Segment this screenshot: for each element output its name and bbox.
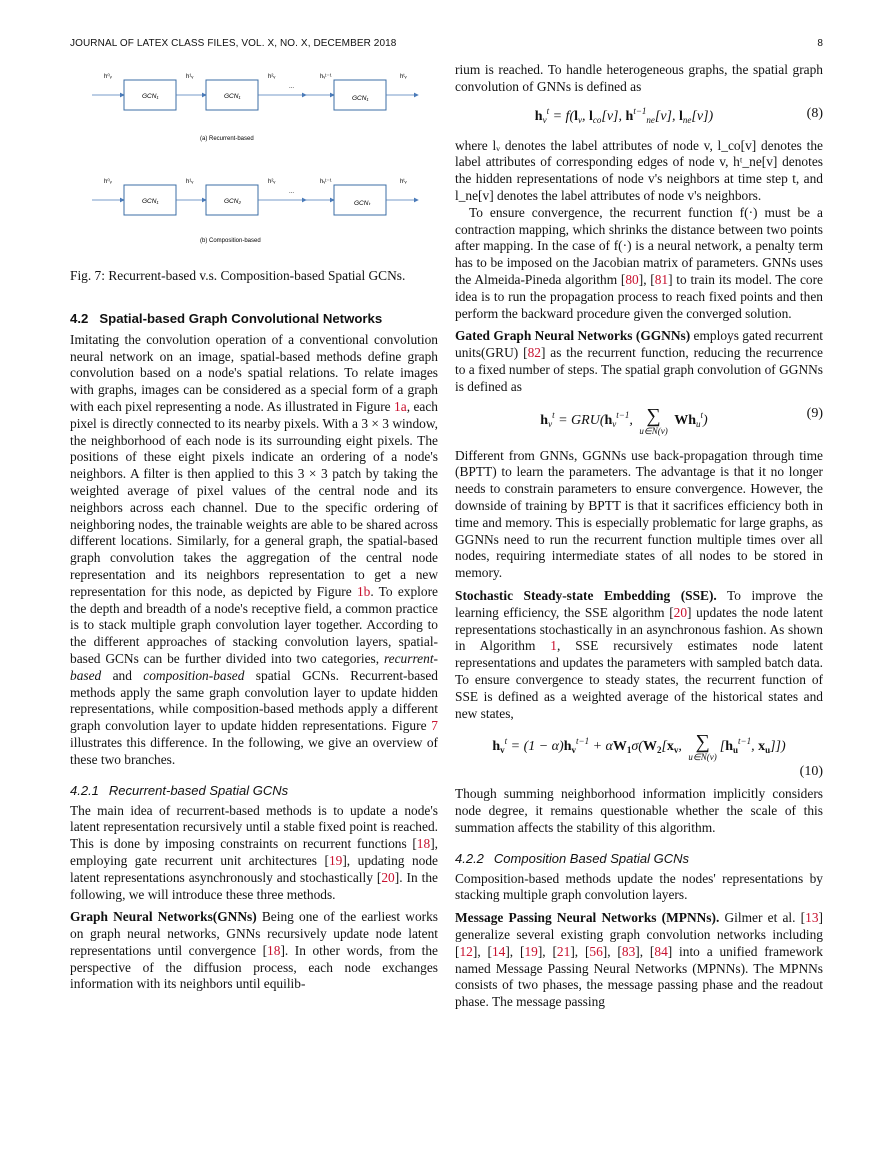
citation-link[interactable]: 14 — [491, 943, 506, 959]
recurrent-sub-label: (a) Recurrent-based — [200, 136, 254, 142]
dots-label: ... — [289, 189, 295, 195]
citation-link[interactable]: 21 — [556, 943, 571, 959]
citation-link[interactable]: 80 — [625, 271, 639, 287]
left-column — [70, 62, 438, 993]
subsection-number: 4.2.1 — [70, 782, 99, 798]
gcn-box-label: GCN₂ — [224, 198, 241, 205]
figure-7 — [70, 62, 438, 252]
h1-label: h¹ᵥ — [186, 74, 194, 80]
htm1-label: hᵥᵗ⁻¹ — [320, 74, 332, 80]
gcn-box-label: GCNₜ — [354, 200, 371, 207]
paragraph: Different from GNNs, GGNNs use back-propagation through time (BPTT) to learn the parameters. The advantage is that it no longer needs to constrain parameters to ensure convergence. However, the downside of training by BPTT is that it sacrifices efficiency both in time and memory. This is especially problematic for large graphs, as GGNNs need to run the recurrent function multiple times over all nodes, requiring intermediate states of all nodes to be stored in memory. — [455, 447, 823, 581]
citation-link[interactable]: 18 — [267, 942, 281, 958]
section-heading — [70, 311, 438, 326]
paragraph: Stochastic Steady-state Embedding (SSE). To improve the learning efficiency, the SSE algorithm [20] updates the node latent representations stochastically in an asynchronous fashion. As shown in Algorithm 1, SSE recursively estimates node latent representations and updates the parameters with sampled batch data. To ensure convergence to steady states, the recurrent function of SSE is defined as a weighted average of the historical states and new states, — [455, 587, 824, 721]
recurrent-diagram — [92, 73, 418, 142]
subsection-title: Composition Based Spatial GCNs — [493, 850, 690, 866]
paragraph: where lᵥ denotes the label attributes of node v, l_co[v] denotes the label attributes of corresponding edges of node v, hᵗ_ne[v] denotes the hidden representations of node v's neighbors at time step t, and l_ne[v] denotes the label attributes of node v's neighbors. — [455, 137, 823, 203]
subsection-heading — [70, 783, 438, 798]
equation-10 — [455, 728, 823, 780]
page-number: 8 — [817, 38, 823, 49]
paragraph: Imitating the convolution operation of a conventional convolution neural network on an image, spatial-based methods define graph convolution based on a node's spatial relations. To relate images with graphs, images can be considered as a special form of a graph with each pixel representing a node. As illustrated in Figure 1a, each pixel is directly connected to its nearby pixels. With a 3 × 3 window, the neighborhood of each node is its surrounding eight pixels. The positions of these eight pixels indicate an ordering of a node's neighbors. A filter is then applied to this 3 × 3 patch by taking the weighted average of pixel values of the central node and its neighbors across each channel. Due to the specific ordering of neighboring nodes, the trainable weights are able to be shared across different locations. Similarly, for a general graph, the spatial-based graph convolution takes the aggregation of the central node representation and its neighbors representation to get a new representation for this node, as depicted by Figure 1b. To explore the depth and breadth of a node's receptive field, a common practice is to stack multiple graph convolution layer together. According to the different approaches of stacking convolution layers, spatial-based GCNs can be further divided into two categories, recurrent-based and composition-based spatial GCNs. Recurrent-based methods apply the same graph convolution layer to update hidden representations, while composition-based methods apply a different graph convolution layer to update hidden representations. Figure 7 illustrates this difference. In the following, we give an overview of these two branches. — [70, 331, 439, 767]
algorithm-link[interactable]: 1 — [550, 638, 557, 654]
section-title: Spatial-based Graph Convolutional Networks — [99, 310, 383, 326]
citation-link[interactable]: 20 — [673, 604, 688, 620]
equation-body: $h_v^t = (1 - \alpha)h_v^{t-1} + \alpha W_1\sigma(W_2[x_v$, ∑ u∈N(v) [$h_u^{t-1}$, $x_u$]]) — [492, 731, 786, 763]
paragraph: Message Passing Neural Networks (MPNNs). Gilmer et al. [13] generalize several existing graph convolution networks including [12], [14], [19], [21], [56], [83], [84] into a unified framework named Message Passing Neural Networks (MPNNs). The MPNNs consists of two phases, the message passing phase and the readout phase. The message passing — [455, 910, 823, 1010]
section-number: 4.2 — [70, 310, 89, 326]
right-column — [455, 62, 823, 1011]
equation-8 — [455, 102, 823, 132]
gcn-box-label: GCN₁ — [224, 93, 241, 100]
citation-link[interactable]: 13 — [805, 910, 819, 926]
equation-number: (9) — [806, 405, 823, 421]
h0-label: h⁰ᵥ — [104, 74, 112, 80]
paragraph: rium is reached. To handle heterogeneous graphs, the spatial graph convolution of GNNs is defined as — [455, 62, 823, 94]
citation-link[interactable]: 56 — [589, 943, 603, 959]
paragraph: Though summing neighborhood information implicitly considers node degree, it remains questionable whether the scale of this summation affects the stability of this algorithm. — [455, 786, 823, 835]
equation-number: (10) — [799, 764, 823, 780]
citation-link[interactable]: 82 — [527, 345, 541, 361]
paragraph: To ensure convergence, the recurrent function f(·) must be a contraction mapping, which shrinks the distance between two points after mapping. In the case of f(·) is a neural network, a penalty term has to be imposed on the Jacobian matrix of parameters. GNNs uses the Almeida-Pineda algorithm [80], [81] to train its model. The core idea is to run the propagation process to reach fixed points and then perform the backward procedure given the converged solution. — [455, 204, 823, 321]
dots-label: ... — [289, 84, 295, 90]
equation-body: $h_v^t = f(l_v$, $l_{co}[v]$, $h^{t-1}_{ne}[v]$, $l_{ne}[v]$) — [534, 105, 714, 125]
figure-diagram — [70, 62, 438, 252]
citation-link[interactable]: 81 — [654, 271, 669, 287]
journal-title: JOURNAL OF LATEX CLASS FILES, VOL. X, NO. X, DECEMBER 2018 — [70, 38, 397, 49]
paragraph: Composition-based methods update the nodes' representations by stacking multiple graph convolution layers. — [455, 870, 823, 903]
citation-link[interactable]: 12 — [459, 943, 473, 959]
citation-link[interactable]: 84 — [654, 943, 668, 959]
gcn-box-label: GCN₁ — [142, 93, 159, 100]
ht-label: hᵗᵥ — [400, 74, 407, 80]
page-header — [70, 38, 823, 52]
ht-label: hᵗᵥ — [400, 179, 407, 185]
composition-diagram — [92, 178, 418, 244]
gcn-box-label: GCN₁ — [142, 198, 159, 205]
subsection-title: Recurrent-based Spatial GCNs — [108, 782, 289, 798]
paragraph: Graph Neural Networks(GNNs) Being one of the earliest works on graph neural networks, GNNs recursively update node latent representations until convergence [18]. In other words, from the perspective of the diffusion process, each node exchanges information with its neighbors until equilib- — [70, 909, 438, 992]
h2-label: h²ᵥ — [268, 74, 276, 80]
figure-caption: Fig. 7: Recurrent-based v.s. Composition-based Spatial GCNs. — [70, 268, 406, 283]
figure-link[interactable]: 7 — [431, 718, 438, 734]
h2-label: h²ᵥ — [268, 179, 276, 185]
citation-link[interactable]: 19 — [328, 852, 343, 868]
composition-sub-label: (b) Composition-based — [200, 238, 261, 244]
figure-link[interactable]: 1a — [394, 398, 407, 414]
citation-link[interactable]: 83 — [621, 943, 636, 959]
citation-link[interactable]: 20 — [381, 869, 395, 885]
gcn-box-label: GCN₁ — [352, 95, 369, 102]
citation-link[interactable]: 18 — [416, 836, 431, 852]
h1-label: h¹ᵥ — [186, 179, 194, 185]
figure-link[interactable]: 1b — [356, 583, 371, 599]
subsection-number: 4.2.2 — [455, 850, 484, 866]
citation-link[interactable]: 19 — [524, 943, 538, 959]
htm1-label: hᵥᵗ⁻¹ — [320, 179, 332, 185]
paragraph: The main idea of recurrent-based methods is to update a node's latent representation recursively until a stable fixed point is reached. This is done by imposing constraints on recurrent functions [18], employing gate recurrent unit architectures [19], updating node latent representations asynchronously and stochastically [20]. In the following, we will introduce these three methods. — [70, 802, 438, 902]
subsection-heading — [455, 851, 823, 866]
h0-label: h⁰ᵥ — [104, 179, 112, 185]
equation-number: (8) — [806, 105, 823, 121]
equation-9 — [455, 402, 823, 442]
equation-body: $h_v^t = GRU(h_v^{t-1}$, ∑ u∈N(v) $Wh_u^t$) — [540, 404, 708, 436]
paragraph: Gated Graph Neural Networks (GGNNs) employs gated recurrent units(GRU) [82] as the recurrent function, reducing the recurrence to a fixed number of steps. The spatial graph convolution of GGNNs is defined as — [455, 328, 823, 394]
